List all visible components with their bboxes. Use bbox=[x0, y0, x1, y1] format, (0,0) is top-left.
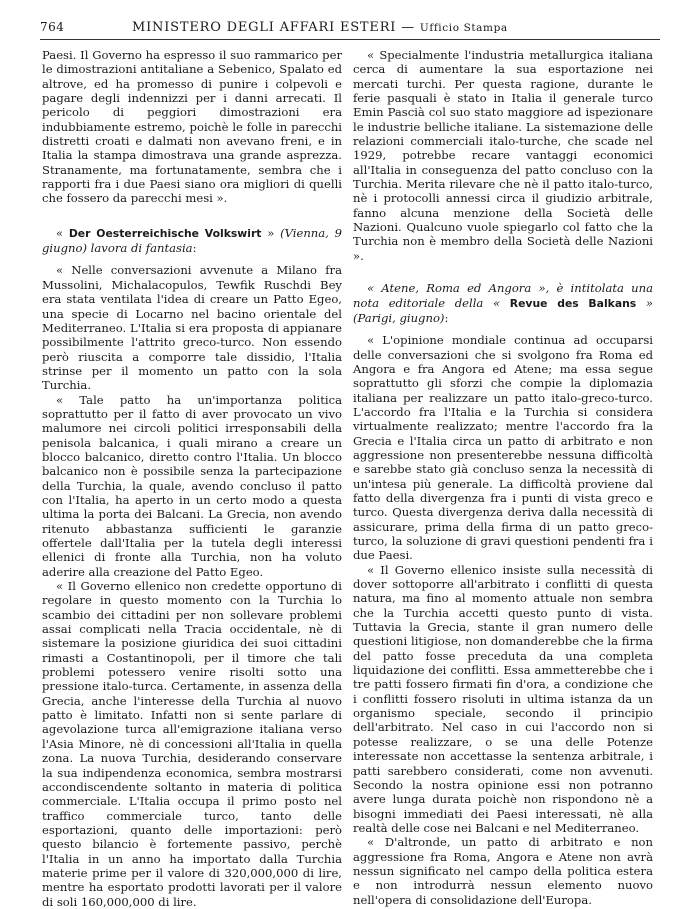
paragraph: « D'altronde, un patto di arbitrato e non aggressione fra Roma, Angora e Atene non avrà nessun significato nel campo della politica estera e non introdurrà nessun elemento nuovo nell'opera di consolidazione dell'Europa. bbox=[353, 835, 653, 907]
running-title bbox=[132, 20, 508, 35]
paragraph: « L'opinione mondiale continua ad occuparsi delle conversazioni che si svolgono fra Roma ed Angora e fra Angora ed Atene; ma essa segue soprattutto gli sforzi che compie la diplomazia italiana per realizzare un patto italo-greco-turco. L'accordo fra l'Italia e la Turchia si considera virtualmente realizzato; mentre l'accordo fra la Grecia e l'Italia circa un patto di arbitrato e non aggressione non presenterebbe nessuna difficoltà e sarebbe stato già concluso senza la necessità di un'intesa più generale. La difficoltà proviene dal fatto della divergenza fra i punti di vista greco e turco. Questa divergenza deriva dalla necessità di assicurare, prima della firma di un patto greco-turco, la soluzione di gravi questioni pendenti fra i due Paesi. bbox=[353, 333, 653, 563]
paragraph: « Tale patto ha un'importanza politica soprattutto per il fatto di aver provocato un vivo malumore nei circoli politici irresponsabili della penisola balcanica, i quali mirano a creare un blocco balcanico, diretto contro l'Italia. Un blocco balcanico non è possibile senza la partecipazione della Turchia, la quale, avendo concluso il patto con l'Italia, ha aperto in un certo modo a questa ultima la porta dei Balcani. La Grecia, non avendo ritenuto abbastanza sufficienti le garanzie offertele dall'Italia per la tutela degli interessi ellenici di fronte alla Turchia, non ha voluto aderire alla creazione del Patto Egeo. bbox=[42, 392, 342, 579]
paragraph: « Il Governo ellenico insiste sulla necessità di dover sottoporre all'arbitrato i conflitti di questa natura, ma fino al momento attuale non sembra che la Turchia accetti questo punto di vista. Tuttavia la Grecia, stante il gran numero delle questioni litigiose, non domanderebbe che la firma del patto fosse preceduta da una completa liquidazione dei conflitti. Essa ammetterebbe che i tre patti fossero firmati fin d'ora, a condizione che i conflitti fossero risoluti in ultima istanza da un organismo speciale, secondo il principio dell'arbitrato. Nel caso in cui l'accordo non si potesse realizzare, o se una delle Potenze interessate non accettasse la sentenza arbitrale, i patti sarebbero considerati, come non avvenuti. Secondo la nostra opinione essi non potranno avere lunga durata poichè non rispondono nè a bisogni immediati dei Paesi interessati, nè alla realtà delle cose nei Balcani e nel Mediterraneo. bbox=[353, 562, 653, 835]
paragraph: « Specialmente l'industria metallurgica italiana cerca di aumentare la sua esportazione nei mercati turchi. Per questa ragione, durante le ferie pasquali è stato in Italia il generale turco Emin Pascià col suo stato maggiore ad ispezionare le industrie belliche italiane. La sistemazione delle relazioni commerciali italo-turche, che scade nel 1929, potrebbe recare vantaggi economici all'Italia in conseguenza del patto concluso con la Turchia. Merita rilevare che nè il patto italo-turco, nè i protocolli annessi circa il giudizio arbitrale, fanno alcuna menzione della Società delle Nazioni. Qualcuno vuole spiegarlo col fatto che la Turchia non è membro della Società delle Nazioni ». bbox=[353, 48, 653, 263]
office-title: Ufficio Stampa bbox=[419, 22, 508, 34]
right-column bbox=[353, 48, 653, 907]
ministry-title: MINISTERO DEGLI AFFARI ESTERI — bbox=[132, 20, 420, 35]
left-column bbox=[42, 48, 342, 909]
paragraph: Paesi. Il Governo ha espresso il suo rammarico per le dimostrazioni antitaliane a Sebenico, Spalato ed altrove, ed ha promesso di punire i colpevoli e pagare degli indennizzi per i danni arrecati. Il pericolo di peggiori dimostrazioni era indubbiamente estremo, poichè le folle in parecchi distretti croati e dalmati non avevano freni, e in Italia la stampa dimostrava una grande asprezza. Stranamente, ma fortunatamente, sembra che i rapporti fra i due Paesi siano ora migliori di quelli che fossero da parecchi mesi ». bbox=[42, 48, 342, 206]
page-number: 764 bbox=[40, 20, 65, 34]
header-rule bbox=[40, 39, 660, 40]
paragraph: « Il Governo ellenico non credette opportuno di regolare in questo momento con la Turchia lo scambio dei cittadini per non sollevare problemi assai complicati nella Tracia occidentale, nè di sistemare la posizione giuridica dei suoi cittadini rimasti a Costantinopoli, per il timore che tali problemi potessero venire risolti sotto una pressione italo-turca. Certamente, in assenza della Grecia, anche l'interesse della Turchia al nuovo patto è limitato. Infatti non si sente parlare di agevolazione turca all'emigrazione italiana verso l'Asia Minore, nè di concessioni all'Italia in quella zona. La nuova Turchia, desiderando conservare la sua indipendenza economica, sembra mostrarsi accondiscendente soltanto in materia di politica commerciale. L'Italia occupa il primo posto nel traffico commerciale turco, tanto delle esportazioni, quanto delle importazioni: però questo bilancio è fortemente passivo, perchè l'Italia in un anno ha importato dalla Turchia materie prime per il valore di 320,000,000 di lire, mentre ha esportato prodotti lavorati per il valore di soli 160,000,000 di lire. bbox=[42, 579, 342, 909]
running-header bbox=[40, 18, 660, 38]
paragraph: « Nelle conversazioni avvenute a Milano fra Mussolini, Michalacopulos, Tewfik Ruschdi Bey era stata ventilata l'idea di creare un Patto Egeo, una specie di Locarno nel bacino orientale del Mediterraneo. L'Italia si era proposta di appianare possibilmente l'attrito greco-turco. Non essendo però riuscita a comporre tale dissidio, l'Italia strinse per il momento un patto con la sola Turchia. bbox=[42, 263, 342, 393]
source-name: Revue des Balkans bbox=[509, 296, 637, 310]
section-intro-revue: « Atene, Roma ed Angora », è intitolata una nota editoriale della « Revue des Balkans » (Parigi, giugno): bbox=[353, 281, 653, 325]
source-name: Der Oesterreichische Volkswirt bbox=[68, 226, 262, 240]
section-intro-volkswirt: « Der Oesterreichische Volkswirt » (Vienna, 9 giugno) lavora di fantasia: bbox=[42, 225, 342, 256]
